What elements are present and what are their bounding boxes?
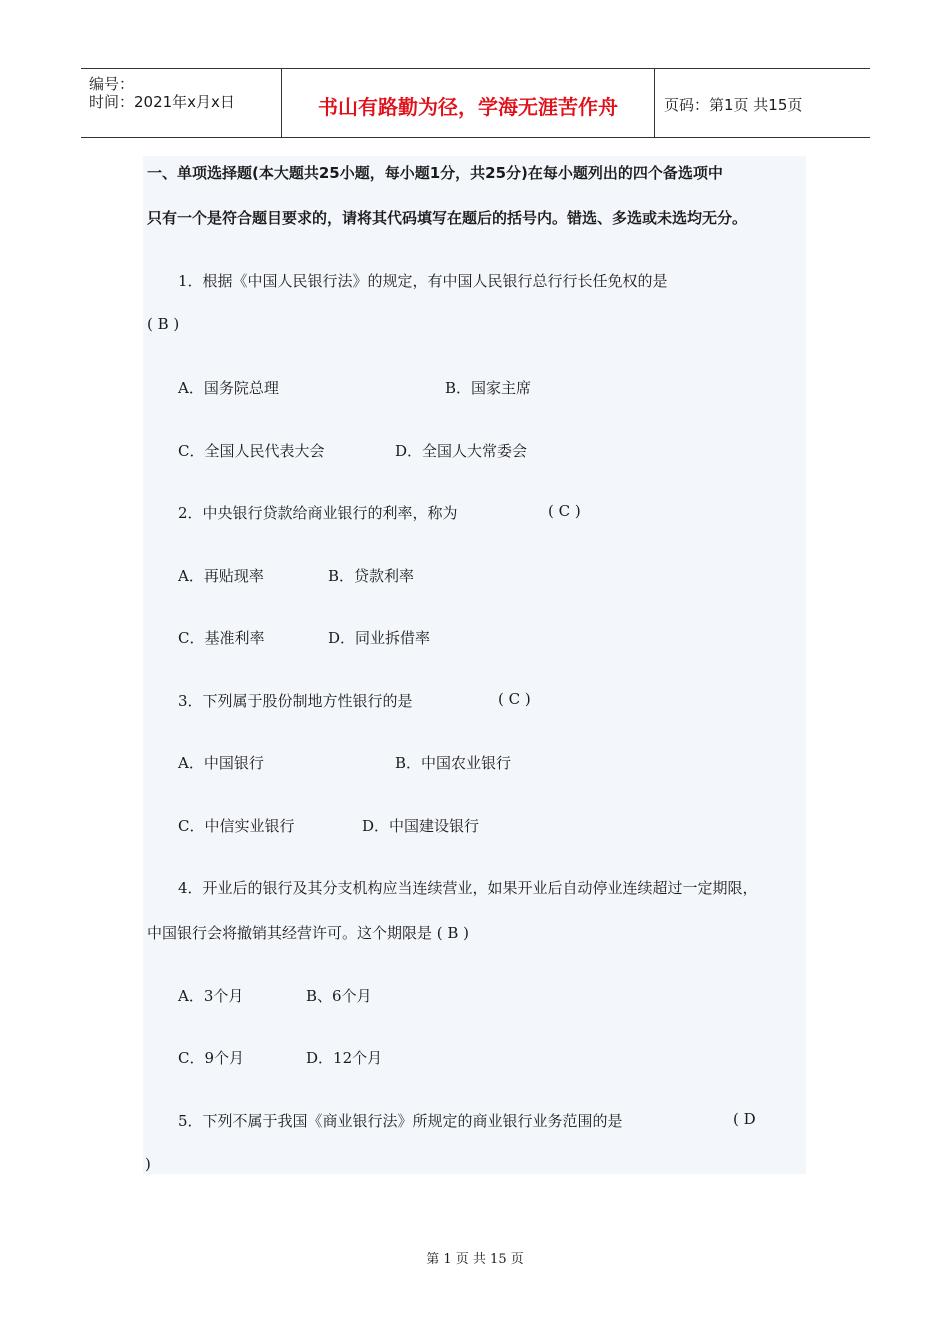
q1-answer: ( B )	[147, 315, 180, 333]
page-info: 页码：第1页 共15页	[664, 96, 803, 114]
q1-option-a: A．国务院总理	[178, 379, 279, 397]
page-header	[81, 68, 870, 138]
content-area	[143, 156, 806, 1174]
header-page-cell	[654, 69, 870, 137]
header-meta-cell	[81, 69, 281, 137]
q1-option-b: B．国家主席	[445, 379, 532, 397]
q4-option-b: B、6个月	[306, 987, 372, 1005]
q5-answer-open: ( D	[733, 1110, 756, 1128]
section-title-line2: 只有一个是符合题目要求的，请将其代码填写在题后的括号内。错选、多选或未选均无分。	[147, 209, 748, 227]
q4-stem-line2: 中国银行会将撤销其经营许可。这个期限是 ( B )	[147, 924, 470, 942]
section-title-line1: 一、单项选择题(本大题共25小题，每小题1分，共25分)在每小题列出的四个备选项中	[147, 164, 723, 182]
q5-stem: 5．下列不属于我国《商业银行法》所规定的商业银行业务范围的是	[178, 1112, 623, 1130]
q2-answer: ( C )	[548, 502, 581, 520]
q2-stem: 2．中央银行贷款给商业银行的利率，称为	[178, 504, 458, 522]
q1-stem: 1．根据《中国人民银行法》的规定，有中国人民银行总行行长任免权的是	[178, 272, 668, 290]
q2-option-a: A．再贴现率	[178, 567, 264, 585]
q4-option-c: C．9个月	[178, 1049, 245, 1067]
motto: 书山有路勤为径，学海无涯苦作舟	[318, 95, 618, 119]
q2-option-c: C．基准利率	[178, 629, 265, 647]
q4-stem-line1: 4．开业后的银行及其分支机构应当连续营业，如果开业后自动停业连续超过一定期限，	[178, 879, 758, 897]
page-footer: 第 1 页 共 15 页	[426, 1252, 524, 1267]
q3-option-c: C．中信实业银行	[178, 817, 295, 835]
q3-option-d: D．中国建设银行	[362, 817, 480, 835]
q1-option-c: C．全国人民代表大会	[178, 442, 325, 460]
q4-option-d: D．12个月	[306, 1049, 383, 1067]
q2-option-b: B．贷款利率	[328, 567, 415, 585]
q3-answer: ( C )	[498, 690, 531, 708]
time-label: 时间：2021年x月x日	[89, 93, 235, 111]
serial-label: 编号：	[89, 75, 135, 93]
q2-option-d: D．同业拆借率	[328, 629, 431, 647]
q3-option-a: A．中国银行	[178, 754, 264, 772]
q5-answer-close: )	[145, 1155, 151, 1173]
q3-stem: 3．下列属于股份制地方性银行的是	[178, 692, 413, 710]
q4-option-a: A．3个月	[178, 987, 244, 1005]
header-motto-cell	[281, 69, 655, 137]
q1-option-d: D．全国人大常委会	[395, 442, 528, 460]
q3-option-b: B．中国农业银行	[395, 754, 512, 772]
